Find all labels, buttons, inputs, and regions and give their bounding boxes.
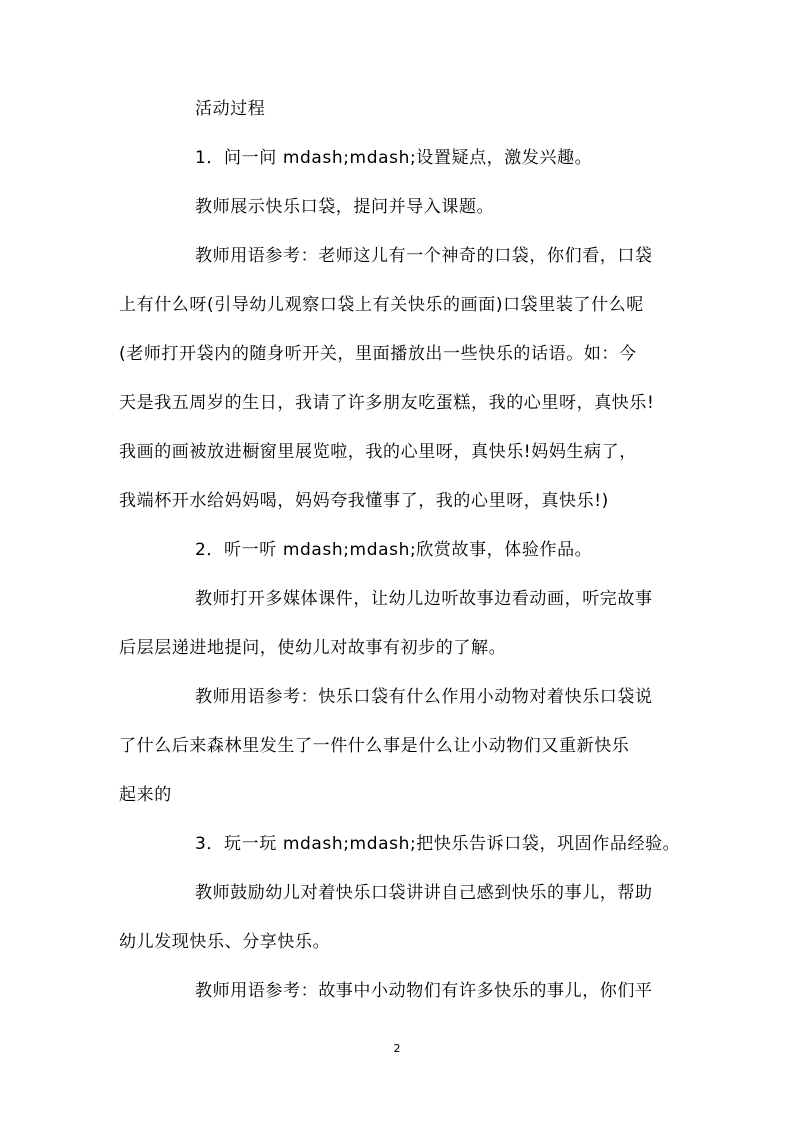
section-heading: 活动过程 <box>195 99 266 119</box>
step-heading-1: 1．问一问 mdash;mdash;设置疑点，激发兴趣。 <box>195 148 593 168</box>
page-number: 2 <box>393 1042 401 1055</box>
paragraph-line: 了什么后来森林里发生了一件什么事是什么让小动物们又重新快乐 <box>119 736 630 756</box>
paragraph-line: 我画的画被放进橱窗里展览啦，我的心里呀，真快乐!妈妈生病了， <box>119 442 637 462</box>
paragraph-line: 起来的 <box>119 785 172 805</box>
paragraph-line: 教师打开多媒体课件，让幼儿边听故事边看动画，听完故事 <box>195 589 653 609</box>
paragraph-line: 教师展示快乐口袋，提问并导入课题。 <box>195 197 495 217</box>
paragraph-line: 我端杯开水给妈妈喝，妈妈夸我懂事了，我的心里呀，真快乐!) <box>119 491 609 511</box>
paragraph-line: 幼儿发现快乐、分享快乐。 <box>119 932 331 952</box>
paragraph-line: 教师用语参考：故事中小动物们有许多快乐的事儿，你们平 <box>195 981 653 1001</box>
paragraph-line: 后层层递进地提问，使幼儿对故事有初步的了解。 <box>119 638 507 658</box>
paragraph-line: 上有什么呀(引导幼儿观察口袋上有关快乐的画面)口袋里装了什么呢 <box>119 295 644 315</box>
paragraph-line: (老师打开袋内的随身听开关，里面播放出一些快乐的话语。如：今 <box>119 344 637 364</box>
step-heading-2: 2．听一听 mdash;mdash;欣赏故事，体验作品。 <box>195 540 593 560</box>
paragraph-line: 天是我五周岁的生日，我请了许多朋友吃蛋糕，我的心里呀，真快乐! <box>119 393 655 413</box>
paragraph-line: 教师用语参考：快乐口袋有什么作用小动物对着快乐口袋说 <box>195 687 653 707</box>
step-heading-3: 3．玩一玩 mdash;mdash;把快乐告诉口袋，巩固作品经验。 <box>195 834 681 854</box>
paragraph-line: 教师鼓励幼儿对着快乐口袋讲讲自己感到快乐的事儿，帮助 <box>195 883 653 903</box>
paragraph-line: 教师用语参考：老师这儿有一个神奇的口袋，你们看，口袋 <box>195 246 653 266</box>
